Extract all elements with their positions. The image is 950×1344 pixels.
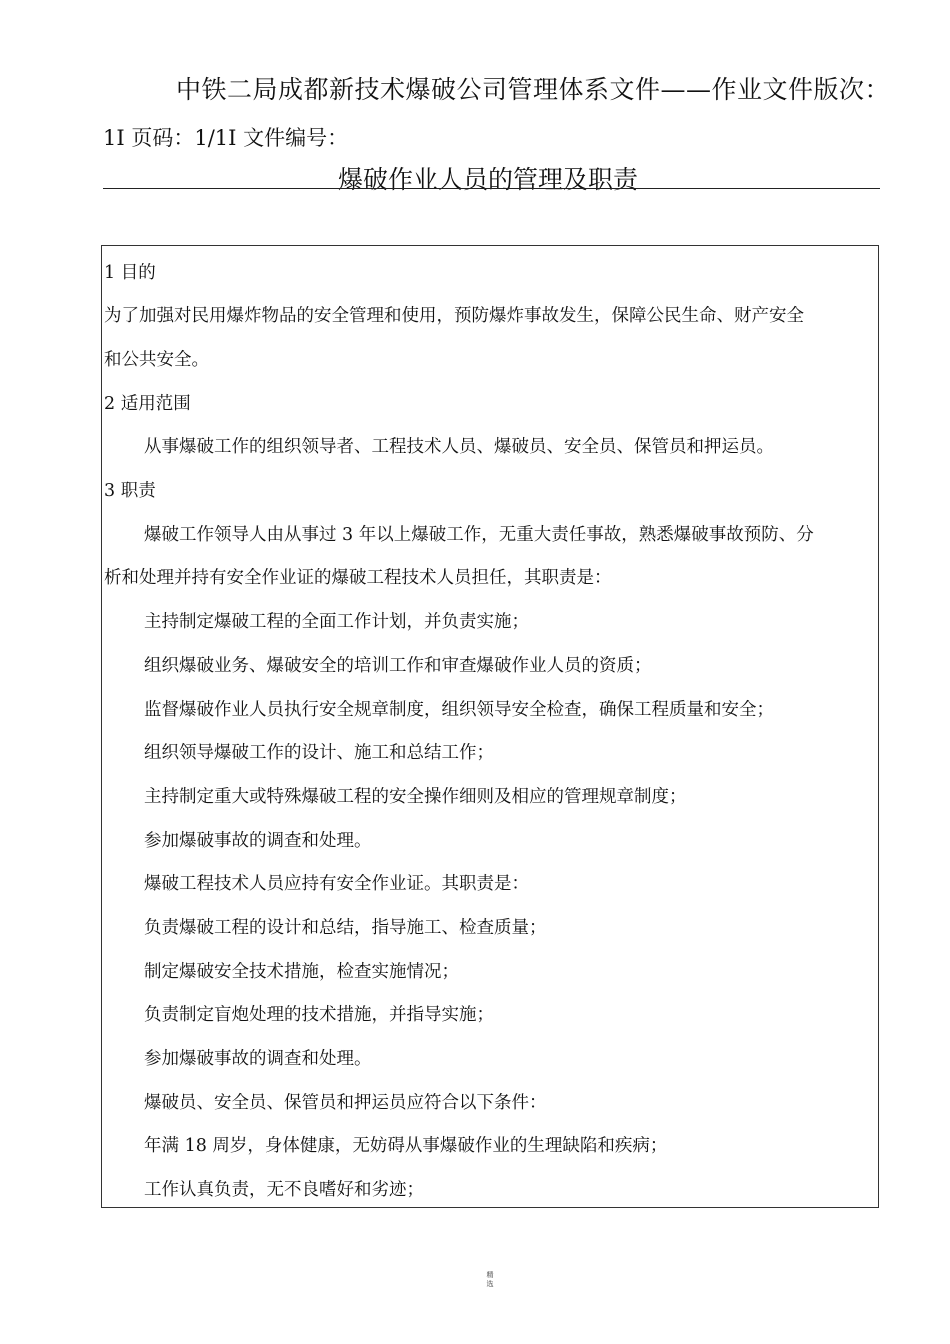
body-line: 制定爆破安全技术措施，检查实施情况； — [144, 962, 459, 982]
body-line: 主持制定重大或特殊爆破工程的安全操作细则及相应的管理规章制度； — [144, 787, 687, 807]
footer-mark — [483, 1271, 497, 1289]
document-header-line1: 中铁二局成都新技术爆破公司管理体系文件——作业文件版次： — [176, 75, 891, 104]
footer-mark-line1: 精 — [486, 1271, 494, 1279]
body-line: 析和处理并持有安全作业证的爆破工程技术人员担任，其职责是： — [104, 568, 612, 588]
section-heading-purpose: 1 目的 — [104, 263, 156, 283]
body-line: 负责爆破工程的设计和总结，指导施工、检查质量； — [144, 918, 547, 938]
title-underline — [103, 188, 880, 189]
body-line: 主持制定爆破工程的全面工作计划，并负责实施； — [144, 612, 529, 632]
body-line: 监督爆破作业人员执行安全规章制度，组织领导安全检查，确保工程质量和安全； — [144, 700, 774, 720]
body-line: 为了加强对民用爆炸物品的安全管理和使用，预防爆炸事故发生，保障公民生命、财产安全 — [104, 306, 804, 326]
body-line: 爆破工程技术人员应持有安全作业证。其职责是： — [144, 874, 529, 894]
body-line: 从事爆破工作的组织领导者、工程技术人员、爆破员、安全员、保管员和押运员。 — [144, 437, 774, 457]
body-line: 爆破员、安全员、保管员和押运员应符合以下条件： — [144, 1093, 547, 1113]
body-line: 负责制定盲炮处理的技术措施，并指导实施； — [144, 1005, 494, 1025]
body-line: 和公共安全。 — [104, 350, 209, 370]
body-line: 组织爆破业务、爆破安全的培训工作和审查爆破作业人员的资质； — [144, 656, 652, 676]
body-line: 组织领导爆破工作的设计、施工和总结工作； — [144, 743, 494, 763]
body-line: 爆破工作领导人由从事过 3 年以上爆破工作，无重大责任事故，熟悉爆破事故预防、分 — [144, 525, 814, 545]
section-heading-scope: 2 适用范围 — [104, 394, 191, 414]
content-box — [101, 245, 879, 1208]
body-line: 工作认真负责，无不良嗜好和劣迹； — [144, 1180, 424, 1200]
document-title: 爆破作业人员的管理及职责 — [338, 165, 639, 194]
body-line: 参加爆破事故的调查和处理。 — [144, 1049, 372, 1069]
document-header-line2: 1I 页码：1/1I 文件编号： — [103, 126, 349, 150]
body-line: 参加爆破事故的调查和处理。 — [144, 831, 372, 851]
body-line: 年满 18 周岁，身体健康，无妨碍从事爆破作业的生理缺陷和疾病； — [144, 1136, 668, 1156]
footer-mark-line2: 选 — [486, 1280, 494, 1288]
section-heading-duties: 3 职责 — [104, 481, 156, 501]
